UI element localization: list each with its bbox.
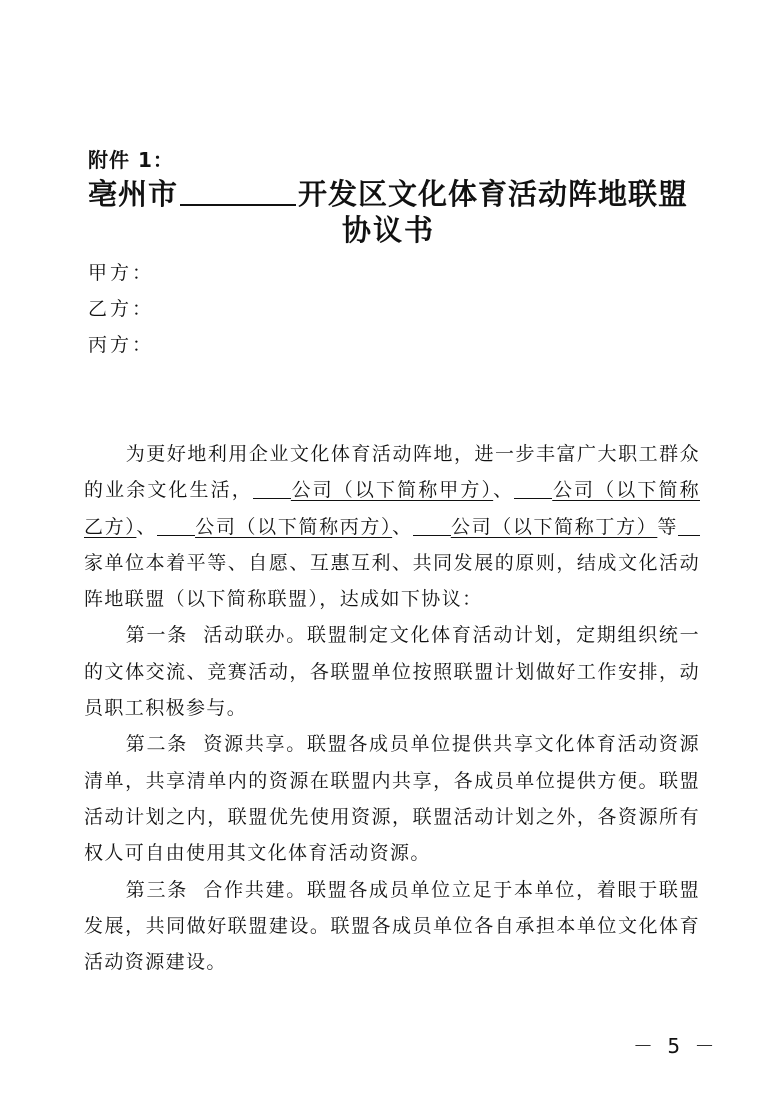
blank-field: [514, 479, 552, 499]
separator: 、: [392, 515, 413, 538]
article-text: 合作共建。联盟各成员单位立足于本单位，着眼于联盟发展，共同做好联盟建设。联盟各成员单位各自承担本单位文化体育活动资源建设。: [84, 878, 701, 974]
party-c-company: 公司（以下简称丙方）: [195, 515, 393, 538]
article-heading: 第一条: [125, 624, 188, 647]
title-blank-field: [180, 178, 296, 206]
agreement-body: [84, 436, 700, 980]
intro-text: 为更好地利用企业文化体育活动阵地，进一步丰富广大职工群众的业余文化生活，: [84, 443, 700, 502]
intro-text: 等: [657, 515, 678, 538]
article-heading: 第三条: [125, 878, 188, 901]
separator: 、: [493, 479, 515, 502]
title-prefix: 亳州市: [88, 177, 179, 211]
document-title-line1: [88, 172, 708, 213]
party-a-label: 甲方：: [88, 262, 155, 284]
attachment-label: 附件 1：: [88, 148, 174, 172]
article-heading: 第二条: [125, 733, 188, 756]
blank-field: [678, 516, 700, 536]
article-text: 活动联办。联盟制定文化体育活动计划，定期组织统一的文体交流、竞赛活动，各联盟单位按照联盟计划做好工作安排，动员职工积极参与。: [84, 624, 701, 720]
party-a-company: 公司（以下简称甲方）: [290, 479, 494, 502]
party-b-company: 公司（以下简称乙方）: [84, 479, 700, 538]
party-b-label: 乙方：: [88, 298, 155, 320]
document-title-line2: 协议书: [341, 213, 435, 247]
article-1: [84, 617, 700, 726]
article-2: [84, 726, 700, 871]
title-suffix: 开发区文化体育活动阵地联盟: [298, 177, 689, 211]
intro-text: 家单位本着平等、自愿、互惠互利、共同发展的原则，结成文化活动阵地联盟（以下简称联盟），达成如下协议：: [84, 551, 700, 611]
blank-field: [157, 516, 195, 536]
article-3: [84, 872, 700, 981]
intro-paragraph: [84, 436, 700, 617]
party-d-company: 公司（以下简称丁方）: [450, 515, 658, 538]
blank-field: [413, 516, 451, 536]
article-text: 资源共享。联盟各成员单位提供共享文化体育活动资源清单，共享清单内的资源在联盟内共享，各成员单位提供方便。联盟活动计划之内，联盟优先使用资源，联盟活动计划之外，各资源所有权人可自由使用其文化体育活动资源。: [84, 733, 701, 865]
page-number: － 5 －: [633, 1034, 719, 1058]
blank-field: [253, 479, 291, 499]
separator: 、: [136, 515, 158, 538]
party-c-label: 丙方：: [88, 334, 155, 356]
